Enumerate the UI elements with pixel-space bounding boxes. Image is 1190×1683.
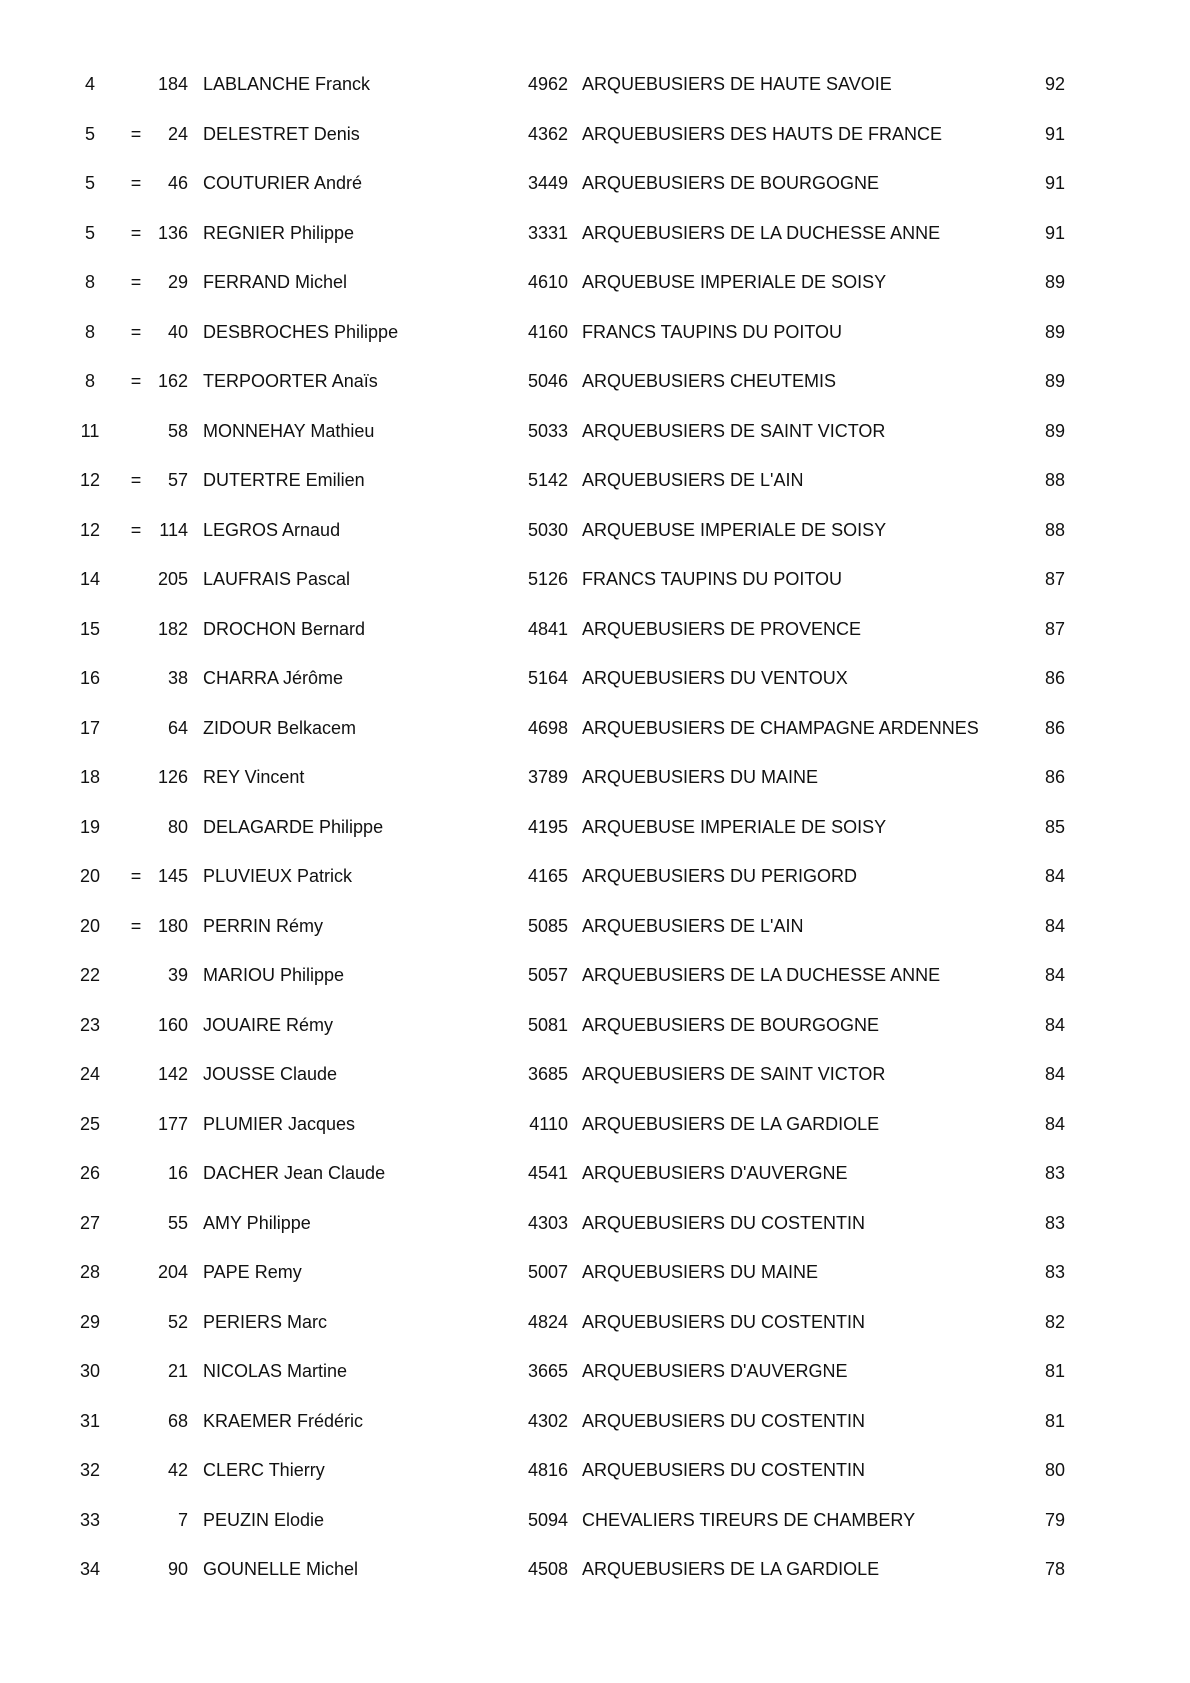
score-cell: 87 bbox=[1044, 618, 1066, 639]
license-number: 4962 bbox=[527, 74, 568, 94]
license-number: 4824 bbox=[527, 1311, 568, 1332]
tie-marker: = bbox=[130, 470, 142, 490]
rank-cell: 18 bbox=[79, 767, 101, 787]
table-row bbox=[0, 407, 1190, 457]
competitor-name: DELESTRET Denis bbox=[203, 123, 360, 144]
license-number: 4362 bbox=[527, 123, 568, 144]
bib-number: 29 bbox=[167, 272, 188, 292]
license-number: 3665 bbox=[527, 1361, 568, 1381]
license-number: 5126 bbox=[527, 569, 568, 589]
license-number: 4303 bbox=[527, 1212, 568, 1233]
score-cell: 81 bbox=[1044, 1361, 1066, 1381]
competitor-name: LAUFRAIS Pascal bbox=[203, 569, 351, 589]
table-row bbox=[0, 258, 1190, 308]
rank-cell: 34 bbox=[79, 1559, 101, 1579]
rank-cell: 31 bbox=[79, 1410, 101, 1431]
score-cell: 84 bbox=[1044, 965, 1066, 985]
table-row bbox=[0, 110, 1190, 160]
competitor-name: MONNEHAY Mathieu bbox=[203, 420, 375, 441]
license-number: 5081 bbox=[527, 1014, 568, 1035]
club-name: ARQUEBUSIERS DU COSTENTIN bbox=[582, 1460, 866, 1480]
license-number: 4541 bbox=[527, 1163, 568, 1183]
club-name: CHEVALIERS TIREURS DE CHAMBERY bbox=[582, 1509, 916, 1530]
competitor-name: TERPOORTER Anaïs bbox=[203, 371, 378, 391]
license-number: 3685 bbox=[527, 1064, 568, 1084]
table-row bbox=[0, 60, 1190, 110]
table-row bbox=[0, 1496, 1190, 1546]
score-cell: 83 bbox=[1044, 1262, 1066, 1282]
score-cell: 89 bbox=[1044, 420, 1066, 441]
license-number: 5085 bbox=[527, 915, 568, 936]
table-row bbox=[0, 456, 1190, 506]
rank-cell: 8 bbox=[84, 272, 95, 292]
rank-cell: 20 bbox=[79, 866, 101, 886]
competitor-name: DESBROCHES Philippe bbox=[203, 321, 399, 342]
table-row bbox=[0, 852, 1190, 902]
bib-number: 204 bbox=[157, 1262, 188, 1282]
table-row bbox=[0, 902, 1190, 952]
table-row bbox=[0, 357, 1190, 407]
license-number: 3789 bbox=[527, 767, 568, 787]
license-number: 4610 bbox=[527, 272, 568, 292]
bib-number: 58 bbox=[167, 420, 188, 441]
bib-number: 90 bbox=[167, 1559, 188, 1579]
table-row bbox=[0, 1446, 1190, 1496]
rank-cell: 17 bbox=[79, 717, 101, 738]
rank-cell: 27 bbox=[79, 1212, 101, 1233]
table-row bbox=[0, 803, 1190, 853]
club-name: ARQUEBUSIERS DU MAINE bbox=[582, 767, 819, 787]
score-cell: 84 bbox=[1044, 866, 1066, 886]
bib-number: 64 bbox=[167, 717, 188, 738]
table-row bbox=[0, 1050, 1190, 1100]
table-row bbox=[0, 555, 1190, 605]
rank-cell: 22 bbox=[79, 965, 101, 985]
tie-marker: = bbox=[130, 321, 142, 342]
score-cell: 86 bbox=[1044, 717, 1066, 738]
score-cell: 82 bbox=[1044, 1311, 1066, 1332]
rank-cell: 33 bbox=[79, 1509, 101, 1530]
table-row bbox=[0, 308, 1190, 358]
table-row bbox=[0, 506, 1190, 556]
score-cell: 86 bbox=[1044, 767, 1066, 787]
tie-marker: = bbox=[130, 173, 142, 193]
score-cell: 83 bbox=[1044, 1163, 1066, 1183]
license-number: 5007 bbox=[527, 1262, 568, 1282]
score-cell: 84 bbox=[1044, 1014, 1066, 1035]
table-row bbox=[0, 209, 1190, 259]
table-row bbox=[0, 654, 1190, 704]
club-name: ARQUEBUSIERS DE LA DUCHESSE ANNE bbox=[582, 965, 941, 985]
club-name: ARQUEBUSIERS DE LA DUCHESSE ANNE bbox=[582, 222, 941, 243]
competitor-name: ZIDOUR Belkacem bbox=[203, 717, 357, 738]
club-name: ARQUEBUSIERS D'AUVERGNE bbox=[582, 1163, 848, 1183]
score-cell: 89 bbox=[1044, 272, 1066, 292]
rank-cell: 30 bbox=[79, 1361, 101, 1381]
competitor-name: LABLANCHE Franck bbox=[203, 74, 371, 94]
table-row bbox=[0, 704, 1190, 754]
table-row bbox=[0, 1347, 1190, 1397]
bib-number: 136 bbox=[157, 222, 188, 243]
rank-cell: 15 bbox=[79, 618, 101, 639]
score-cell: 88 bbox=[1044, 470, 1066, 490]
club-name: ARQUEBUSE IMPERIALE DE SOISY bbox=[582, 816, 887, 837]
competitor-name: PLUMIER Jacques bbox=[203, 1113, 356, 1134]
bib-number: 162 bbox=[157, 371, 188, 391]
bib-number: 182 bbox=[157, 618, 188, 639]
table-row bbox=[0, 1545, 1190, 1595]
license-number: 5142 bbox=[527, 470, 568, 490]
license-number: 4302 bbox=[527, 1410, 568, 1431]
competitor-name: REY Vincent bbox=[203, 767, 305, 787]
tie-marker: = bbox=[130, 866, 142, 886]
table-row bbox=[0, 1001, 1190, 1051]
rank-cell: 29 bbox=[79, 1311, 101, 1332]
competitor-name: AMY Philippe bbox=[203, 1212, 311, 1233]
score-cell: 86 bbox=[1044, 668, 1066, 688]
competitor-name: DROCHON Bernard bbox=[203, 618, 366, 639]
club-name: ARQUEBUSIERS DU COSTENTIN bbox=[582, 1311, 866, 1332]
bib-number: 21 bbox=[167, 1361, 188, 1381]
license-number: 4195 bbox=[527, 816, 568, 837]
rank-cell: 5 bbox=[84, 123, 95, 144]
club-name: ARQUEBUSIERS DE HAUTE SAVOIE bbox=[582, 74, 892, 94]
license-number: 4508 bbox=[527, 1559, 568, 1579]
club-name: ARQUEBUSIERS DU VENTOUX bbox=[582, 668, 848, 688]
club-name: ARQUEBUSIERS DE L'AIN bbox=[582, 915, 804, 936]
score-cell: 84 bbox=[1044, 1064, 1066, 1084]
bib-number: 180 bbox=[157, 915, 188, 936]
tie-marker: = bbox=[130, 272, 142, 292]
license-number: 4165 bbox=[527, 866, 568, 886]
club-name: FRANCS TAUPINS DU POITOU bbox=[582, 321, 843, 342]
club-name: FRANCS TAUPINS DU POITOU bbox=[582, 569, 843, 589]
club-name: ARQUEBUSIERS DU PERIGORD bbox=[582, 866, 858, 886]
bib-number: 142 bbox=[157, 1064, 188, 1084]
tie-marker: = bbox=[130, 519, 142, 540]
tie-marker: = bbox=[130, 222, 142, 243]
license-number: 5046 bbox=[527, 371, 568, 391]
rank-cell: 12 bbox=[79, 519, 101, 540]
club-name: ARQUEBUSIERS DE CHAMPAGNE ARDENNES bbox=[582, 717, 979, 738]
rank-cell: 23 bbox=[79, 1014, 101, 1035]
bib-number: 42 bbox=[167, 1460, 188, 1480]
table-row bbox=[0, 1149, 1190, 1199]
score-cell: 91 bbox=[1044, 173, 1066, 193]
license-number: 3331 bbox=[527, 222, 568, 243]
tie-marker: = bbox=[130, 123, 142, 144]
bib-number: 160 bbox=[157, 1014, 188, 1035]
bib-number: 38 bbox=[167, 668, 188, 688]
competitor-name: GOUNELLE Michel bbox=[203, 1559, 359, 1579]
score-cell: 92 bbox=[1044, 74, 1066, 94]
bib-number: 16 bbox=[167, 1163, 188, 1183]
club-name: ARQUEBUSIERS DE LA GARDIOLE bbox=[582, 1559, 880, 1579]
bib-number: 40 bbox=[167, 321, 188, 342]
rank-cell: 26 bbox=[79, 1163, 101, 1183]
table-row bbox=[0, 159, 1190, 209]
table-row bbox=[0, 951, 1190, 1001]
competitor-name: CLERC Thierry bbox=[203, 1460, 325, 1480]
rank-cell: 28 bbox=[79, 1262, 101, 1282]
license-number: 5094 bbox=[527, 1509, 568, 1530]
license-number: 5164 bbox=[527, 668, 568, 688]
rank-cell: 11 bbox=[80, 420, 100, 441]
license-number: 4816 bbox=[527, 1460, 568, 1480]
competitor-name: PERRIN Rémy bbox=[203, 915, 324, 936]
bib-number: 205 bbox=[157, 569, 188, 589]
bib-number: 24 bbox=[167, 123, 188, 144]
competitor-name: NICOLAS Martine bbox=[203, 1361, 348, 1381]
score-cell: 81 bbox=[1044, 1410, 1066, 1431]
bib-number: 46 bbox=[167, 173, 188, 193]
table-row bbox=[0, 605, 1190, 655]
license-number: 5057 bbox=[527, 965, 568, 985]
rank-cell: 25 bbox=[79, 1113, 101, 1134]
competitor-name: MARIOU Philippe bbox=[203, 965, 345, 985]
club-name: ARQUEBUSIERS DE SAINT VICTOR bbox=[582, 1064, 886, 1084]
bib-number: 52 bbox=[167, 1311, 188, 1332]
rank-cell: 24 bbox=[79, 1064, 101, 1084]
competitor-name: KRAEMER Frédéric bbox=[203, 1410, 364, 1431]
score-cell: 85 bbox=[1044, 816, 1066, 837]
club-name: ARQUEBUSE IMPERIALE DE SOISY bbox=[582, 272, 887, 292]
rank-cell: 8 bbox=[84, 371, 95, 391]
rank-cell: 5 bbox=[84, 222, 95, 243]
rank-cell: 20 bbox=[79, 915, 101, 936]
club-name: ARQUEBUSIERS DU MAINE bbox=[582, 1262, 819, 1282]
table-row bbox=[0, 1298, 1190, 1348]
competitor-name: JOUSSE Claude bbox=[203, 1064, 338, 1084]
license-number: 4160 bbox=[527, 321, 568, 342]
rank-cell: 5 bbox=[84, 173, 95, 193]
bib-number: 7 bbox=[177, 1509, 188, 1530]
club-name: ARQUEBUSIERS DE BOURGOGNE bbox=[582, 1014, 880, 1035]
license-number: 4698 bbox=[527, 717, 568, 738]
table-row bbox=[0, 753, 1190, 803]
competitor-name: DUTERTRE Emilien bbox=[203, 470, 365, 490]
license-number: 4110 bbox=[529, 1113, 568, 1134]
score-cell: 87 bbox=[1044, 569, 1066, 589]
bib-number: 68 bbox=[167, 1410, 188, 1431]
score-cell: 88 bbox=[1044, 519, 1066, 540]
bib-number: 126 bbox=[157, 767, 188, 787]
license-number: 5033 bbox=[527, 420, 568, 441]
license-number: 4841 bbox=[527, 618, 568, 639]
tie-marker: = bbox=[130, 915, 142, 936]
competitor-name: DACHER Jean Claude bbox=[203, 1163, 386, 1183]
club-name: ARQUEBUSIERS DE SAINT VICTOR bbox=[582, 420, 886, 441]
club-name: ARQUEBUSIERS D'AUVERGNE bbox=[582, 1361, 848, 1381]
table-row bbox=[0, 1199, 1190, 1249]
score-cell: 91 bbox=[1044, 123, 1066, 144]
rank-cell: 32 bbox=[79, 1460, 101, 1480]
club-name: ARQUEBUSIERS DU COSTENTIN bbox=[582, 1212, 866, 1233]
score-cell: 80 bbox=[1044, 1460, 1066, 1480]
club-name: ARQUEBUSIERS DE PROVENCE bbox=[582, 618, 862, 639]
rank-cell: 12 bbox=[79, 470, 101, 490]
club-name: ARQUEBUSE IMPERIALE DE SOISY bbox=[582, 519, 887, 540]
bib-number: 114 bbox=[159, 519, 188, 540]
tie-marker: = bbox=[130, 371, 142, 391]
competitor-name: PEUZIN Elodie bbox=[203, 1509, 325, 1530]
table-row bbox=[0, 1248, 1190, 1298]
score-cell: 91 bbox=[1044, 222, 1066, 243]
rank-cell: 16 bbox=[79, 668, 101, 688]
competitor-name: LEGROS Arnaud bbox=[203, 519, 341, 540]
license-number: 3449 bbox=[527, 173, 568, 193]
club-name: ARQUEBUSIERS DE L'AIN bbox=[582, 470, 804, 490]
score-cell: 79 bbox=[1044, 1509, 1066, 1530]
license-number: 5030 bbox=[527, 519, 568, 540]
rank-cell: 19 bbox=[79, 816, 101, 837]
rank-cell: 4 bbox=[84, 74, 95, 94]
competitor-name: DELAGARDE Philippe bbox=[203, 816, 384, 837]
table-row bbox=[0, 1100, 1190, 1150]
bib-number: 55 bbox=[167, 1212, 188, 1233]
competitor-name: FERRAND Michel bbox=[203, 272, 348, 292]
bib-number: 177 bbox=[157, 1113, 188, 1134]
competitor-name: REGNIER Philippe bbox=[203, 222, 355, 243]
club-name: ARQUEBUSIERS DU COSTENTIN bbox=[582, 1410, 866, 1431]
bib-number: 80 bbox=[167, 816, 188, 837]
bib-number: 39 bbox=[167, 965, 188, 985]
table-row bbox=[0, 1397, 1190, 1447]
score-cell: 84 bbox=[1044, 1113, 1066, 1134]
score-cell: 89 bbox=[1044, 371, 1066, 391]
competitor-name: JOUAIRE Rémy bbox=[203, 1014, 334, 1035]
bib-number: 57 bbox=[167, 470, 188, 490]
rank-cell: 14 bbox=[79, 569, 101, 589]
competitor-name: PAPE Remy bbox=[203, 1262, 302, 1282]
score-cell: 89 bbox=[1044, 321, 1066, 342]
club-name: ARQUEBUSIERS DES HAUTS DE FRANCE bbox=[582, 123, 943, 144]
bib-number: 145 bbox=[157, 866, 188, 886]
competitor-name: COUTURIER André bbox=[203, 173, 363, 193]
competitor-name: CHARRA Jérôme bbox=[203, 668, 344, 688]
results-table bbox=[0, 60, 1190, 1595]
bib-number: 184 bbox=[157, 74, 188, 94]
score-cell: 83 bbox=[1044, 1212, 1066, 1233]
rank-cell: 8 bbox=[84, 321, 95, 342]
score-cell: 78 bbox=[1044, 1559, 1066, 1579]
competitor-name: PERIERS Marc bbox=[203, 1311, 328, 1332]
club-name: ARQUEBUSIERS DE LA GARDIOLE bbox=[582, 1113, 880, 1134]
competitor-name: PLUVIEUX Patrick bbox=[203, 866, 353, 886]
score-cell: 84 bbox=[1044, 915, 1066, 936]
club-name: ARQUEBUSIERS DE BOURGOGNE bbox=[582, 173, 880, 193]
club-name: ARQUEBUSIERS CHEUTEMIS bbox=[582, 371, 837, 391]
